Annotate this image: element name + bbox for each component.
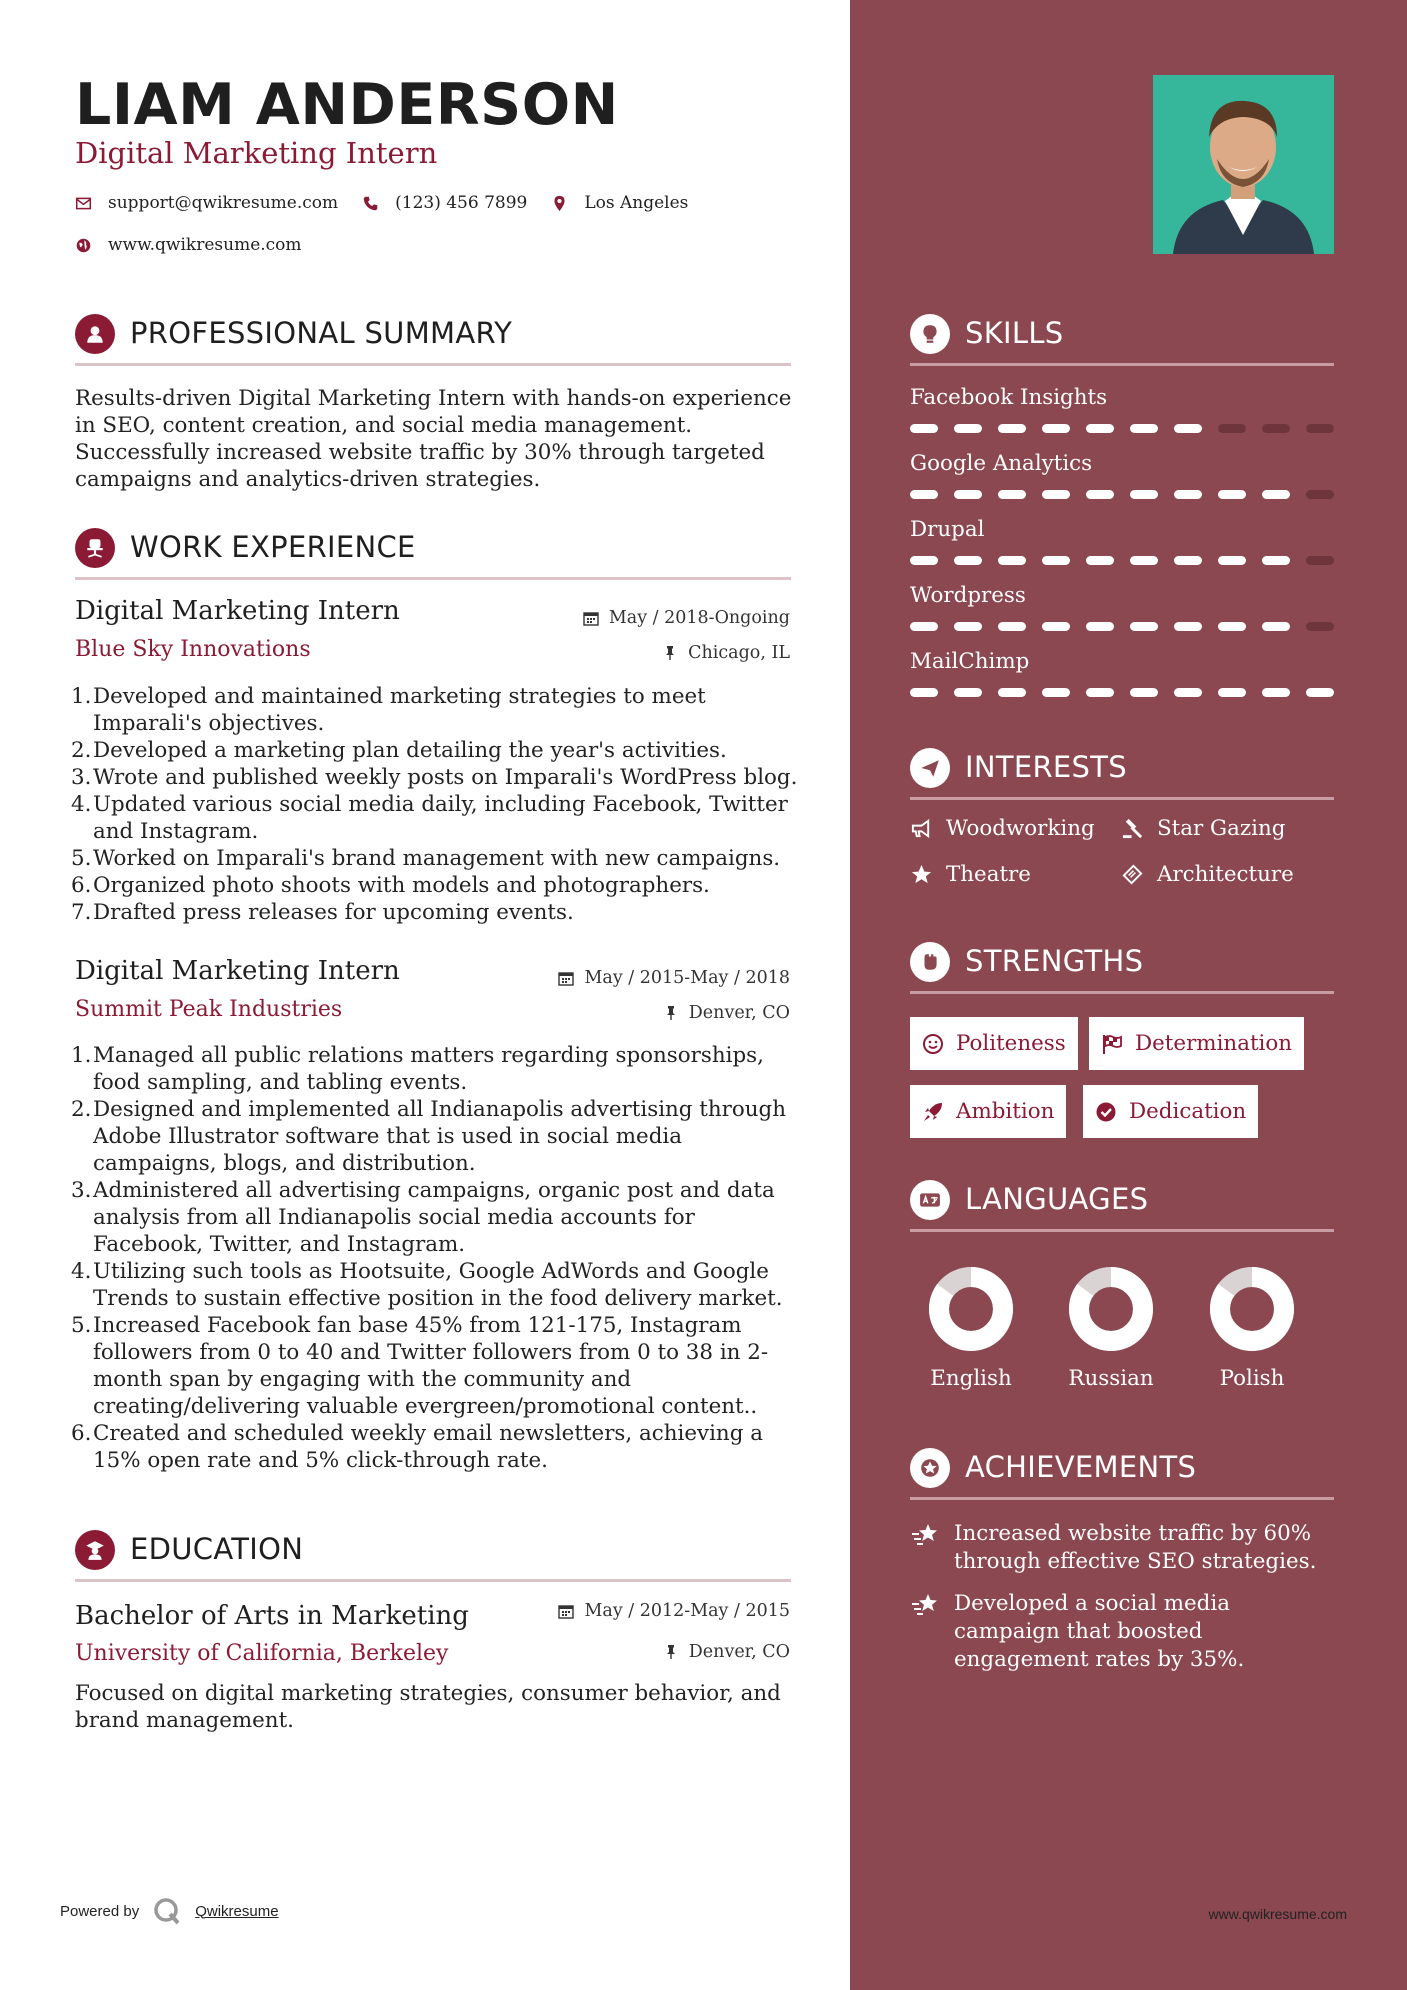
skill-segment [1262,688,1290,697]
skill-name: Google Analytics [910,451,1093,476]
skill-segment [1042,622,1070,631]
contact-phone[interactable] [362,193,527,213]
achievements-title: ACHIEVEMENTS [965,1450,1197,1484]
skill-segment [1218,556,1246,565]
skill-segment [1130,556,1158,565]
language-name: Polish [1219,1366,1285,1391]
skill-level-bar [910,424,1334,434]
skill-segment [998,556,1026,565]
skill-segment [1042,556,1070,565]
lightbulb-icon [910,314,950,354]
skill-segment [1130,490,1158,499]
skill-segment [910,556,938,565]
avatar [1153,75,1334,254]
job-1-location: Chicago, IL [662,643,790,663]
skill-segment [998,424,1026,433]
check-circle-icon [1095,1101,1117,1123]
skill-segment [1218,622,1246,631]
education-description: Focused on digital marketing strategies, consumer behavior, and brand management. [75,1681,781,1733]
skill-level-bar [910,688,1334,698]
job-2-title: Digital Marketing Intern [75,956,400,986]
skill-segment [1174,688,1202,697]
skill-segment [1086,688,1114,697]
strengths-header [910,938,1334,994]
skill-segment [1174,424,1202,433]
envelope-icon [75,195,92,212]
strengths-title: STRENGTHS [965,944,1144,978]
skill-segment [1042,688,1070,697]
duty-item: Designed and implemented all Indianapolis advertising through Adobe Illustrator software that is used in social media campaigns, blogs, and distribution. [93,1097,787,1176]
candidate-title: Digital Marketing Intern [75,136,438,170]
skill-segment [1174,556,1202,565]
language-item [921,1264,1021,1391]
language-name: Russian [1068,1366,1154,1391]
strength-badge: Dedication [1083,1085,1258,1138]
skill-segment [1130,424,1158,433]
language-donut [1066,1264,1156,1354]
map-marker-icon [551,195,568,212]
language-item [1202,1264,1302,1391]
achievement-item: Increased website traffic by 60% through effective SEO strategies. [910,1520,1334,1576]
shooting-star-icon [910,1592,940,1618]
summary-header [75,310,791,366]
interest-item: Star Gazing [1121,816,1285,841]
languages-header [910,1176,1334,1232]
skill-name: MailChimp [910,649,1030,674]
interests-header [910,744,1334,800]
phone-text: (123) 456 7899 [395,193,528,213]
job-1-duties [75,683,800,926]
job-1-title: Digital Marketing Intern [75,596,400,626]
skill-segment [1262,622,1290,631]
skill-segment [1130,688,1158,697]
website-text: www.qwikresume.com [108,235,302,255]
skill-segment [954,688,982,697]
language-name: English [930,1366,1012,1391]
duty-item: Administered all advertising campaigns, organic post and data analysis from all Indianapolis social media accounts for Facebook, Twitter, and Instagram. [93,1178,775,1257]
strength-badge: Ambition [910,1085,1066,1138]
skill-segment [998,622,1026,631]
education-degree: Bachelor of Arts in Marketing [75,1601,469,1631]
skill-name: Drupal [910,517,985,542]
paper-plane-icon [910,748,950,788]
duty-item: Worked on Imparali's brand management with new campaigns. [93,846,781,871]
summary-text: Results-driven Digital Marketing Intern with hands-on experience in SEO, content creation, and social media management. Successfully increased website traffic by 30% through targeted campaigns and analytics-driven strategies. [75,386,792,492]
education-title: EDUCATION [130,1532,304,1566]
skill-segment [1306,424,1334,433]
job-1-date: May / 2018-Ongoing [583,608,790,628]
brand-link[interactable]: Qwikresume [195,1902,279,1920]
rocket-icon [922,1101,944,1123]
skills-header [910,310,1334,366]
duty-item: Managed all public relations matters regarding sponsorships, food sampling, and tabling events. [93,1043,764,1095]
office-chair-icon [75,528,115,568]
interest-item: Theatre [910,862,1031,887]
interest-item: Woodworking [910,816,1095,841]
language-donut [926,1264,1016,1354]
user-icon [75,314,115,354]
fist-icon [910,942,950,982]
ticket-icon [1121,863,1144,886]
contact-website[interactable] [75,235,302,255]
achievements-header [910,1444,1334,1500]
smile-icon [922,1033,944,1055]
contact-location [551,193,688,213]
duty-item: Drafted press releases for upcoming events. [93,900,574,925]
globe-icon [75,237,92,254]
strength-badge: Determination [1089,1017,1304,1070]
skill-name: Wordpress [910,583,1026,608]
skill-level-bar [910,556,1334,566]
skill-segment [1086,424,1114,433]
job-2-location: Denver, CO [663,1003,790,1023]
contact-email[interactable] [75,193,338,213]
bullhorn-icon [910,817,933,840]
languages-title: LANGUAGES [965,1182,1149,1216]
skill-segment [1306,688,1334,697]
calendar-icon [583,610,599,626]
skill-segment [1306,622,1334,631]
skill-level-bar [910,622,1334,632]
education-location: Denver, CO [663,1642,790,1662]
location-text: Los Angeles [584,193,689,213]
skill-segment [910,424,938,433]
duty-item: Created and scheduled weekly email newsletters, achieving a 15% open rate and 5% click-through rate. [93,1421,763,1473]
skill-segment [1218,424,1246,433]
job-2-date: May / 2015-May / 2018 [558,968,790,988]
skill-segment [910,688,938,697]
language-donut [1207,1264,1297,1354]
pushpin-icon [663,1005,679,1021]
skill-segment [1262,424,1290,433]
job-2-duties [75,1042,800,1474]
skill-segment [1306,490,1334,499]
skill-segment [1174,490,1202,499]
qwikresume-logo-icon [153,1897,181,1925]
skill-segment [954,622,982,631]
medal-icon [910,1448,950,1488]
star-icon [910,863,933,886]
skill-segment [1174,622,1202,631]
skills-title: SKILLS [965,316,1064,350]
duty-item: Developed a marketing plan detailing the year's activities. [93,738,727,763]
powered-by-text: Powered by [60,1902,140,1920]
sidebar [850,0,1407,1990]
profile-photo [1153,75,1334,254]
pushpin-icon [662,645,678,661]
contact-row [75,193,712,213]
skill-segment [954,490,982,499]
job-1-company: Blue Sky Innovations [75,637,311,662]
skill-segment [1042,490,1070,499]
pushpin-icon [663,1644,679,1660]
skill-segment [1262,490,1290,499]
graduate-icon [75,1530,115,1570]
email-text: support@qwikresume.com [108,193,339,213]
flag-icon [1101,1033,1123,1055]
phone-icon [362,195,379,212]
interest-item: Architecture [1121,862,1294,887]
skill-segment [954,556,982,565]
interests-title: INTERESTS [965,750,1127,784]
skill-name: Facebook Insights [910,385,1108,410]
skill-segment [1130,622,1158,631]
summary-title: PROFESSIONAL SUMMARY [130,316,513,350]
skill-segment [1086,622,1114,631]
job-2-company: Summit Peak Industries [75,997,343,1022]
candidate-name: LIAM ANDERSON [75,72,619,138]
duty-item: Wrote and published weekly posts on Imparali's WordPress blog. [93,765,798,790]
strength-badge: Politeness [910,1017,1078,1070]
skill-segment [1218,688,1246,697]
skill-segment [998,688,1026,697]
duty-item: Developed and maintained marketing strategies to meet Imparali's objectives. [93,684,706,736]
experience-title: WORK EXPERIENCE [130,530,416,564]
calendar-icon [558,1603,574,1619]
education-date: May / 2012-May / 2015 [558,1601,790,1621]
skill-segment [1042,424,1070,433]
footer-powered [60,1897,279,1925]
skill-segment [1262,556,1290,565]
experience-header [75,524,791,580]
footer-url[interactable]: www.qwikresume.com [1208,1906,1347,1922]
achievement-item: Developed a social media campaign that boosted engagement rates by 35%. [910,1590,1334,1674]
skill-segment [1218,490,1246,499]
education-school: University of California, Berkeley [75,1641,449,1666]
duty-item: Organized photo shoots with models and photographers. [93,873,710,898]
skill-segment [998,490,1026,499]
gavel-icon [1121,817,1144,840]
skill-level-bar [910,490,1334,500]
shooting-star-icon [910,1522,940,1548]
language-icon [910,1180,950,1220]
duty-item: Increased Facebook fan base 45% from 121-175, Instagram followers from 0 to 40 and Twitter followers from 0 to 38 in 2-month span by engaging with the community and creating/delivering valuable evergreen/promotional content.. [93,1313,769,1419]
duty-item: Utilizing such tools as Hootsuite, Google AdWords and Google Trends to sustain effective position in the food delivery market. [93,1259,783,1311]
skill-segment [1086,490,1114,499]
skill-segment [954,424,982,433]
education-header [75,1526,791,1582]
duty-item: Updated various social media daily, including Facebook, Twitter and Instagram. [93,792,788,844]
skill-segment [1306,556,1334,565]
website-row [75,235,326,255]
language-item [1061,1264,1161,1391]
calendar-icon [558,970,574,986]
skill-segment [910,622,938,631]
skill-segment [1086,556,1114,565]
skill-segment [910,490,938,499]
